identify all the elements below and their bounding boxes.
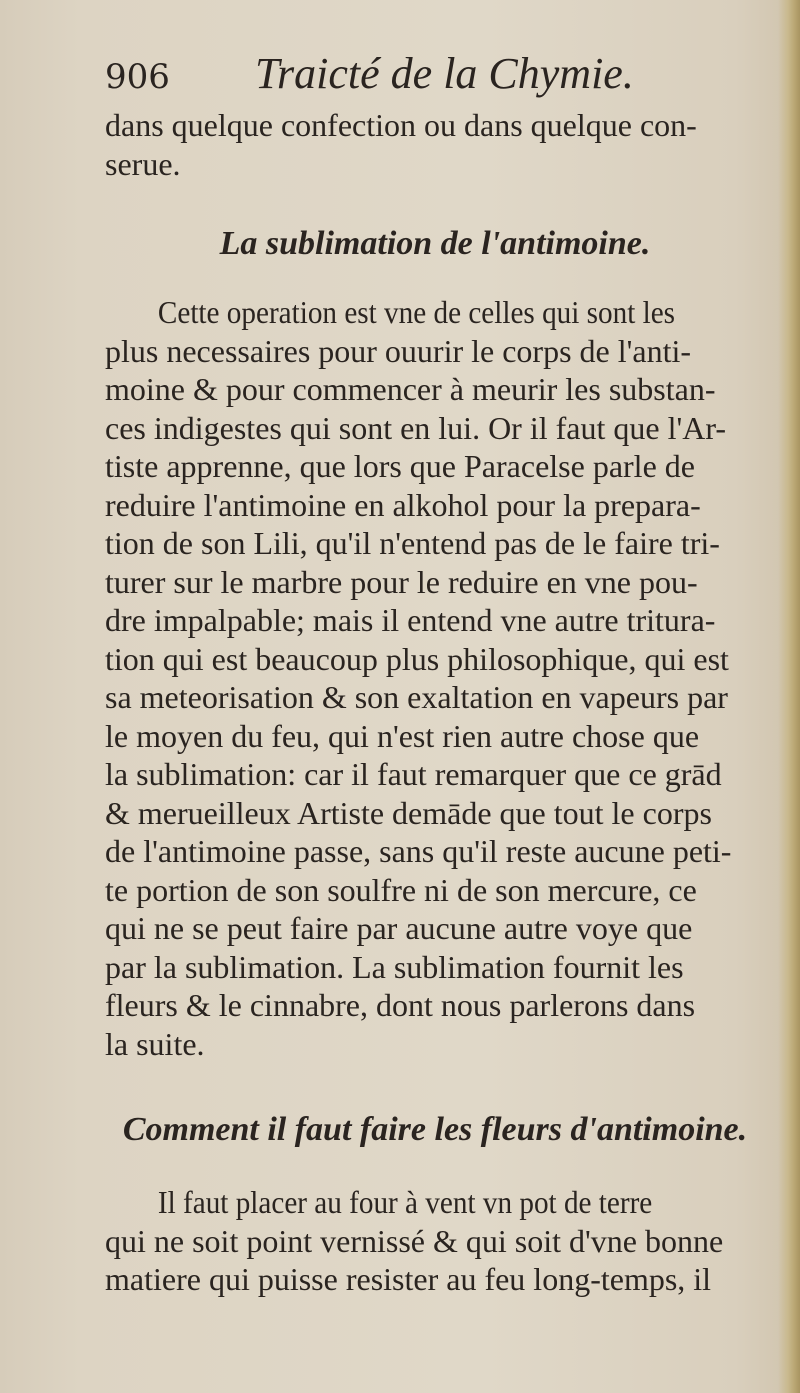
text-line: le moyen du feu, qui n'est rien autre chose que bbox=[105, 717, 700, 754]
section-title-fleurs: Comment il faut faire les fleurs d'antimoine. bbox=[122, 1111, 748, 1148]
text-line: sa meteorisation & son exaltation en vapeurs par bbox=[105, 679, 728, 715]
page-header bbox=[105, 48, 765, 104]
page-content bbox=[105, 48, 765, 1299]
text-line: tion de son Lili, qu'il n'entend pas de le faire tri- bbox=[105, 525, 720, 561]
text-line: qui ne se peut faire par aucune autre voye que bbox=[105, 910, 693, 946]
text-line: tiste apprenne, que lors que Paracelse parle de bbox=[105, 448, 695, 484]
text-line: ces indigestes qui sont en lui. Or il faut que l'Ar- bbox=[105, 409, 726, 446]
text-line: reduire l'antimoine en alkohol pour la prepara- bbox=[105, 486, 701, 523]
text-line: turer sur le marbre pour le reduire en vne pou- bbox=[105, 563, 698, 600]
text-line: de l'antimoine passe, sans qu'il reste aucune peti- bbox=[105, 833, 732, 869]
text-line: serue. bbox=[105, 145, 181, 182]
fleurs-paragraph bbox=[105, 1183, 765, 1299]
running-title: Traicté de la Chymie. bbox=[255, 49, 634, 98]
text-line: te portion de son soulfre ni de son mercure, ce bbox=[105, 871, 697, 908]
sublimation-paragraph bbox=[105, 293, 765, 1063]
text-line: dre impalpable; mais il entend vne autre tritura- bbox=[105, 602, 716, 638]
text-line: Il faut placer au four à vent vn pot de terre bbox=[157, 1184, 653, 1220]
text-line: la suite. bbox=[105, 1025, 205, 1062]
page-edge bbox=[778, 0, 800, 1393]
text-line: & merueilleux Artiste demāde que tout le corps bbox=[105, 794, 712, 831]
text-line: Cette operation est vne de celles qui sont les bbox=[157, 294, 676, 330]
text-line: la sublimation: car il faut remarquer que ce grād bbox=[105, 756, 722, 792]
text-line: moine & pour commencer à meurir les substan- bbox=[105, 371, 716, 407]
text-line: qui ne soit point vernissé & qui soit d'vne bonne bbox=[105, 1222, 724, 1259]
section-title-sublimation: La sublimation de l'antimoine. bbox=[219, 225, 651, 262]
text-line: par la sublimation. La sublimation fournit les bbox=[105, 948, 684, 985]
text-line: dans quelque confection ou dans quelque con- bbox=[105, 107, 697, 143]
text-line: fleurs & le cinnabre, dont nous parlerons dans bbox=[105, 987, 696, 1023]
continuation-paragraph bbox=[105, 106, 765, 183]
text-line: tion qui est beaucoup plus philosophique, qui est bbox=[105, 640, 729, 677]
text-line: plus necessaires pour ouurir le corps de l'anti- bbox=[105, 332, 692, 369]
page-number: 906 bbox=[105, 57, 170, 97]
text-line: matiere qui puisse resister au feu long-temps, il bbox=[105, 1261, 712, 1297]
